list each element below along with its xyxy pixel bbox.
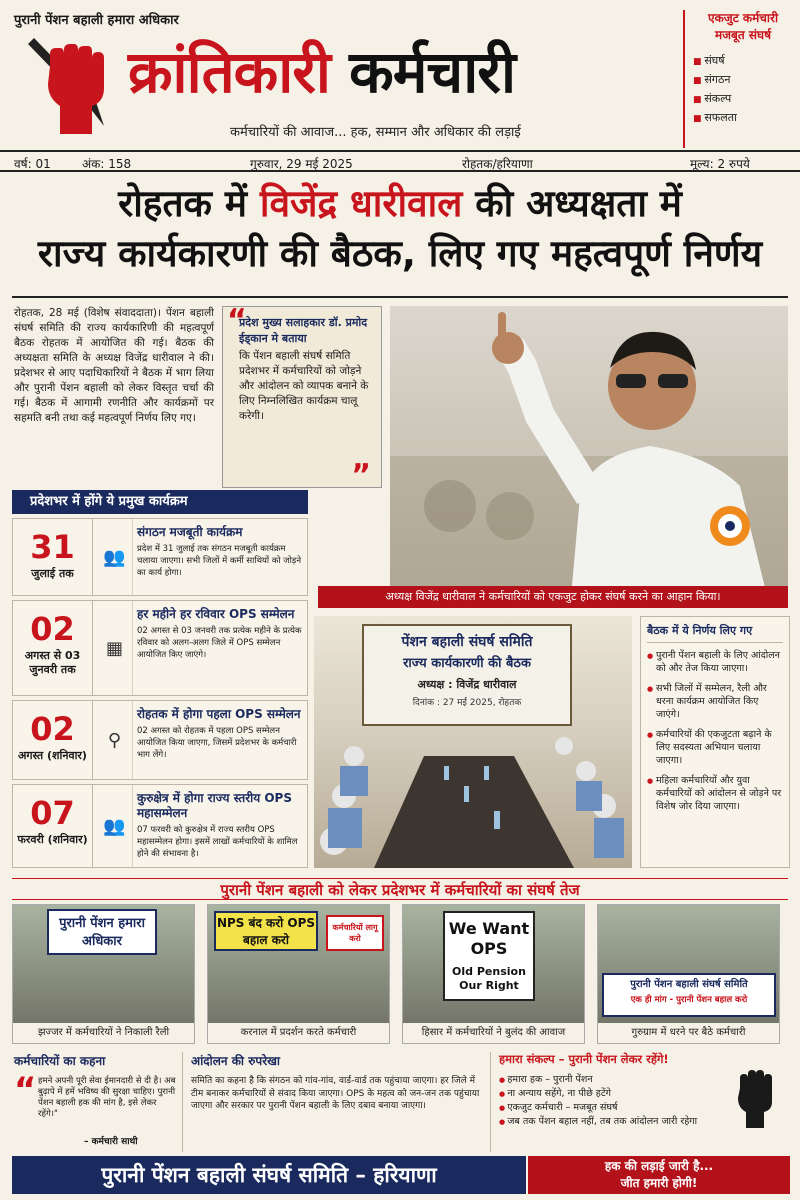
raised-fist-icon bbox=[732, 1068, 782, 1128]
programme-title: संगठन मजबूती कार्यक्रम bbox=[137, 525, 243, 539]
programme-date-number: 02 bbox=[30, 610, 75, 648]
meeting-table-illustration bbox=[314, 726, 632, 868]
decision-item: ● महिला कर्मचारियों और युवा कर्मचारियों को आंदोलन से जोड़ने पर विशेष जोर दिया जाएगा। bbox=[647, 774, 783, 813]
headline-name: विजेंद्र धारीवाल bbox=[259, 182, 463, 225]
right-box-item: ■ संगठन bbox=[693, 71, 793, 90]
programme-date-sub: जुलाई तक bbox=[31, 567, 74, 580]
outline-text: समिति का कहना है कि संगठन को गांव-गांव, वार्ड-वार्ड तक पहुंचाया जाएगा। हर जिले में टीम बनाकर कर्मचारियों से संवाद किया जाएगा। OPS के महत्व को जन-जन तक पहुंचाया जाएगा और सरकार पर पुरानी पेंशन बहाली के लिए दबाव बनाया जाएगा। bbox=[191, 1076, 480, 1111]
decision-item: ● सभी जिलों में सम्मेलन, रैली और धरना कार्यक्रम आयोजित किए जाएंगे। bbox=[647, 682, 783, 721]
newspaper-name bbox=[128, 30, 515, 109]
protest-placard: पुरानी पेंशन बहाली संघर्ष समिति bbox=[630, 979, 748, 990]
masthead-tagline: पुरानी पेंशन बहाली हमारा अधिकार bbox=[14, 13, 179, 28]
protest-photo-caption: करनाल में प्रदर्शन करते कर्मचारी bbox=[208, 1023, 389, 1043]
protest-photo-caption: गुरुग्राम में धरने पर बैठे कर्मचारी bbox=[598, 1023, 779, 1043]
protest-photo bbox=[207, 904, 390, 1044]
right-box-heading: एकजुट कर्मचारी मजबूत संघर्ष bbox=[707, 11, 779, 42]
price-label: मूल्य: 2 रुपये bbox=[690, 157, 750, 171]
footer-committee-banner: पुरानी पेंशन बहाली संघर्ष समिति – हरियाणा bbox=[12, 1156, 526, 1194]
footer-slogan-line2: जीत हमारी होगी! bbox=[620, 1176, 698, 1190]
programme-desc: 02 अगस्त को रोहतक में पहला OPS सम्मेलन आयोजित किया जाएगा, जिसमें प्रदेशभर के कर्मचारी भाग लेंगे। bbox=[137, 726, 297, 760]
right-box-item: ■ सफलता bbox=[693, 109, 793, 128]
masthead-right-box bbox=[683, 10, 793, 148]
decisions-box bbox=[640, 616, 790, 868]
decisions-heading: बैठक में ये निर्णय लिए गए bbox=[647, 623, 783, 643]
dateline-bar bbox=[0, 150, 800, 172]
quote-box bbox=[222, 303, 382, 493]
protest-photo-caption: हिसार में कर्मचारियों ने बुलंद की आवाज bbox=[403, 1023, 584, 1043]
programme-date-number: 31 bbox=[30, 528, 75, 566]
leader-photo bbox=[390, 306, 788, 608]
newspaper-subtitle: कर्मचारियों की आवाज... हक, सम्मान और अधिकार की लड़ाई bbox=[230, 125, 521, 140]
programme-title: कुरुक्षेत्र में होगा राज्य स्तरीय OPS महासम्मेलन bbox=[137, 791, 292, 820]
programme-date-sub: फरवरी (शनिवार) bbox=[17, 833, 88, 846]
programme-title: हर महीने हर रविवार OPS सम्मेलन bbox=[137, 607, 295, 621]
resolve-heading: हमारा संकल्प – पुरानी पेंशन लेकर रहेंगे! bbox=[499, 1052, 669, 1066]
footer-slogan bbox=[528, 1156, 790, 1194]
quote-body: कि पेंशन बहाली संघर्ष समिति प्रदेशभर में कर्मचारियों को जोड़ने और आंदोलन को व्यापक बनाने के लिए निम्नलिखित कार्यक्रम चालू करेगी। bbox=[239, 350, 369, 422]
headline-line1-post: की अध्यक्षता में bbox=[475, 182, 682, 225]
headline-line1-pre: रोहतक में bbox=[118, 182, 247, 225]
newspaper-name-part2: कर्मचारी bbox=[349, 38, 515, 106]
group-icon: 👥 bbox=[97, 785, 133, 867]
protest-placard-sub: एक ही मांग - पुरानी पेंशन बहाल करो bbox=[630, 995, 748, 1005]
programme-date-number: 07 bbox=[30, 794, 75, 832]
newspaper-name-part1: क्रांतिकारी bbox=[128, 38, 330, 106]
programme-desc: प्रदेश में 31 जुलाई तक संगठन मजबूती कार्यक्रम चलाया जाएगा। सभी जिलों में कर्मी साथियों को जोड़ने का कार्य होगा। bbox=[137, 544, 302, 578]
protest-placard: पुरानी पेंशन हमारा अधिकार bbox=[47, 909, 157, 955]
right-box-item: ■ संघर्ष bbox=[693, 52, 793, 71]
banner-line2: राज्य कार्यकारणी की बैठक bbox=[403, 656, 531, 671]
movement-outline bbox=[182, 1052, 482, 1152]
leader-photo-caption: अध्यक्ष विजेंद्र धारीवाल ने कर्मचारियों को एकजुट होकर संघर्ष करने का आहान किया। bbox=[318, 586, 788, 608]
programme-desc: 02 अगस्त से 03 जनवरी तक प्रत्येक महीने के प्रत्येक रविवार को अलग-अलग जिले में OPS सम्मेलन आयोजित किए जाएंगे। bbox=[137, 626, 302, 660]
resolve-item: ● जब तक पेंशन बहाल नहीं, तब तक आंदोलन जारी रहेगा bbox=[499, 1115, 790, 1129]
programme-date-number: 02 bbox=[30, 710, 75, 748]
headline-line2: राज्य कार्यकारणी की बैठक, लिए गए महत्वपूर्ण निर्णय bbox=[37, 232, 763, 275]
protest-photo bbox=[402, 904, 585, 1044]
protest-photo-caption: झज्जर में कर्मचारियों ने निकाली रैली bbox=[13, 1023, 194, 1043]
protest-placard: We Want OPS bbox=[448, 919, 530, 958]
close-quote-icon: ” bbox=[351, 458, 371, 493]
programme-desc: 07 फरवरी को कुरुक्षेत्र में राज्य स्तरीय OPS महासम्मेलन होगा। इसमें लाखों कर्मचारियों के शामिल होने की संभावना है। bbox=[137, 825, 298, 859]
programme-date-sub: अगस्त (शनिवार) bbox=[18, 749, 87, 762]
main-headline bbox=[0, 180, 800, 280]
voices-heading: कर्मचारियों का कहना bbox=[14, 1054, 106, 1068]
resolve-item: ● ना अन्याय सहेंगे, ना पीछे हटेंगे bbox=[499, 1087, 790, 1101]
decision-item: ● पुरानी पेंशन बहाली के लिए आंदोलन को और तेज किया जाएगा। bbox=[647, 649, 783, 675]
resolve-item: ● एकजुट कर्मचारी – मजबूत संघर्ष bbox=[499, 1101, 790, 1115]
banner-line3: अध्यक्ष : विजेंद्र धारीवाल bbox=[417, 678, 517, 691]
voices-attribution: – कर्मचारी साथी bbox=[84, 1137, 138, 1147]
protest-photo bbox=[12, 904, 195, 1044]
programme-title: रोहतक में होगा पहला OPS सम्मेलन bbox=[137, 707, 301, 721]
banner-line1: पेंशन बहाली संघर्ष समिति bbox=[401, 634, 533, 650]
location-pin-icon: ⚲ bbox=[97, 701, 133, 779]
people-icon: 👥 bbox=[97, 519, 133, 595]
raised-fist-pen-logo-icon bbox=[20, 36, 120, 136]
struggle-strip-heading: पुरानी पेंशन बहाली को लेकर प्रदेशभर में कर्मचारियों का संघर्ष तेज bbox=[12, 878, 788, 900]
protest-placard-box bbox=[443, 911, 535, 1001]
programme-item bbox=[12, 518, 308, 596]
quote-heading: प्रदेश मुख्य सलाहकार डॉ. प्रमोद ईड्कान मे बताया bbox=[239, 316, 368, 345]
outline-heading: आंदोलन की रुपरेखा bbox=[191, 1054, 281, 1068]
open-quote-icon: “ bbox=[14, 1070, 37, 1110]
protest-placard: NPS बंद करो OPS बहाल करो bbox=[214, 911, 318, 951]
place-label: रोहतक/हरियाणा bbox=[462, 157, 533, 171]
footer-slogan-line1: हक की लड़ाई जारी है... bbox=[604, 1159, 714, 1173]
protest-placard-secondary: कर्मचारियों लागू करो bbox=[326, 915, 384, 951]
leader-figure-illustration bbox=[390, 306, 788, 608]
date-label: गुरुवार, 29 मई 2025 bbox=[250, 157, 353, 171]
open-quote-icon: “ bbox=[227, 303, 247, 338]
programme-item bbox=[12, 784, 308, 868]
issue-label: अंक: 158 bbox=[82, 157, 132, 171]
resolve-item: ● हमारा हक – पुरानी पेंशन bbox=[499, 1073, 790, 1087]
programme-item bbox=[12, 600, 308, 696]
headline-divider bbox=[12, 296, 788, 298]
protest-placard-sub: Old Pension Our Right bbox=[452, 965, 526, 992]
intro-paragraph: रोहतक, 28 मई (विशेष संवाददाता)। पेंशन बहाली संघर्ष समिति की राज्य कार्यकारिणी की महत्वपूर्ण बैठक रोहतक में आयोजित की गई। बैठक की अध्यक्षता समिति के अध्यक्ष विजेंद्र धारीवाल ने की। प्रदेशभर से आए पदाधिकारियों ने बैठक में भाग लिया और पुरानी पेंशन बहाली को लेकर विस्तृत चर्चा की गई। बैठक में आगामी रणनीति और कार्यक्रमों पर सहमति बनी तथा कई महत्वपूर्ण निर्णय लिए गए। bbox=[14, 307, 214, 424]
decision-item: ● कर्मचारियों की एकजुटता बढ़ाने के लिए सदस्यता अभियान चलाया जाएगा। bbox=[647, 728, 783, 767]
protest-banner bbox=[602, 973, 776, 1017]
employee-voices bbox=[14, 1052, 174, 1152]
meeting-photo bbox=[314, 616, 632, 868]
year-label: वर्ष: 01 bbox=[14, 157, 51, 171]
meeting-banner bbox=[362, 624, 572, 726]
protest-photo bbox=[597, 904, 780, 1044]
programme-item bbox=[12, 700, 308, 780]
voices-text: हमने अपनी पूरी सेवा ईमानदारी से दी है। अब बुढ़ापे में हमें भविष्य की सुरक्षा चाहिए। पुरानी पेंशन बहाली हक की मांग है, इसे लेकर रहेंगे।" bbox=[38, 1076, 176, 1119]
right-box-item: ■ संकल्प bbox=[693, 90, 793, 109]
calendar-icon: ▦ bbox=[97, 601, 133, 695]
banner-line4: दिनांक : 27 मई 2025, रोहतक bbox=[412, 698, 522, 708]
programmes-heading: प्रदेशभर में होंगे ये प्रमुख कार्यक्रम bbox=[12, 490, 308, 514]
programme-date-sub: अगस्त से 03 जुनवरी तक bbox=[24, 649, 81, 676]
